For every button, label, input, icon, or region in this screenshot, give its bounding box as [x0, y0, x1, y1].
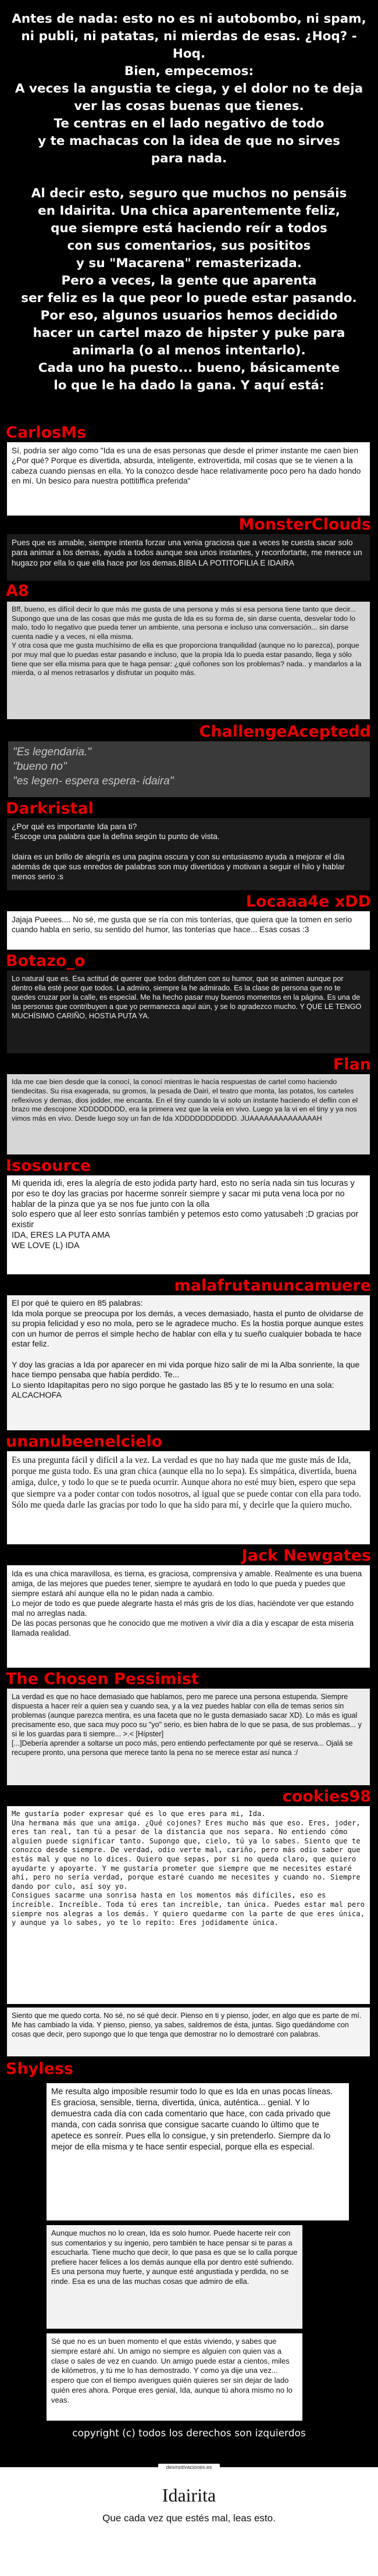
message-text: "Es legendaria." "bueno no" "es legen- espera espera- idaira" — [13, 746, 174, 787]
author-name: Locaaa4e xDD — [245, 893, 371, 911]
author-name: Darkristal — [6, 800, 94, 818]
message-text: Pues que es amable, siempre intenta forzar una venia graciosa que a veces te cuesta sacar solo para animar a los demas, ayuda a todos aunque sea unos instantes, y reconfortarte, me merece un hugazo por ella lo que ella hace por los demas,BIBA LA POTITOFILIA E IDAIRA — [12, 538, 362, 567]
message-text: El por qué te quiero en 85 palabras: Ida mola porque se preocupa por los demás, a veces demasiado, hasta el punto de olvidarse de su propia felicidad y eso no mola, pero se le agradece mucho. Es la hostia porque aunque estes con un humor de perros el simple hecho de hablar con ella y tu sueño cualquier bobada te hace estar feliz. Y doy las gracias a Ida por aparecer en mi vida porque hizo salir de mi la Alba sonriente, la que hace tiempo pensaba que había perdido. Te... Lo siento Idapitapitas pero no sigo porque he gastado las 85 y te lo resumo en una sola: ALCACHOFA — [12, 1299, 363, 1401]
message-text: La verdad es que no hace demasiado que hablamos, pero me parece una persona estupenda. Siempre dispuesta a hacer reír a quien sea y cuando sea, y a la vez puedes hablar con ella de temas serios sin problemas (aunque parezca mentira, es una faceta que no le gusta demasiado sacar XD). Lo más es igual precisamente eso, que saca muy poco su "yo" serio, es bien habra de lo que se pasa, de sus problemas... y si le los guardas para ti siempre... >.< [Hípster] [...]Debería aprender a soltarse un poco más, pero entiendo perfectamente por qué se reserva... Ojalá se recupere pronto, una persona que merece tanto la pena no se merece estar así nunca :/ — [12, 1693, 362, 1757]
author-name: ChallengeAceptedd — [199, 723, 371, 741]
author-name: malafrutanuncamuere — [174, 1277, 371, 1295]
author-name: Shyless — [6, 2060, 73, 2078]
author-name: MonsterClouds — [238, 516, 371, 534]
message-box — [7, 1451, 370, 1544]
message-box — [7, 911, 370, 950]
message-box — [7, 1295, 370, 1430]
message-box — [47, 2083, 349, 2220]
author-name: A8 — [6, 582, 29, 600]
author-name: Isosource — [6, 1157, 91, 1175]
author-name: unanubeenelcielo — [6, 1433, 163, 1451]
message-box — [7, 2007, 370, 2056]
message-text: Bff, bueno, es difícil decir lo que más me gusta de una persona y más si esa persona tiene tanto que decir... Supongo que una de las cosas que más me gusta de Ida es su forma de, sin darse cuenta, desvelar todo lo malo, todo lo negativo que pueda tener un ambiente, una persona e incluso una conversación... sin darse cuenta nadie y a veces, ni ella misma. Y otra cosa que me gusta muchísimo de ella es que proporciona tranquilidad (aunque no lo parezca), porque por muy mal que lo puedas estar pasando e incluso, que la propia Ida lo pueda estar pasando, llega y sólo tiene que ser ella misma para que te haga pensar: ¿qué coñones son los problemas? nada.. y mandarlos a la mierda, o al menos retrasarlos y disfrutar un poquito más. — [12, 605, 362, 677]
footer-subtitle: Que cada vez que estés mal, leas esto. — [102, 2513, 276, 2524]
message-text: Mi querida idi, eres la alegría de esto jodida party hard, esto no sería nada sin tus locuras y por eso te doy las gracias por hacerme sonreír siempre y sacar mi puta vena loca por no hablar de la pinza que ya se nos fue junto con la olla solo espero que al leer esto sonrías también y petemos esto como yatusabeh ;D gracias por existir IDA, ERES LA PUTA AMA WE LOVE (L) IDA — [12, 1179, 359, 1250]
message-text: Jajaja Pueees.... No sé, me gusta que se ría con mis tonterías, que quiera que la tomen en serio cuando habla en serio, su sentido del humor, las tonterías que hace... Esas cosas :3 — [12, 915, 352, 935]
message-box — [7, 1689, 370, 1785]
message-text: Siento que me quedo corta. No sé, no sé qué decir. Pienso en ti y pienso, joder, en algo que es parte de mí. Me has cambiado la vida. Y pienso, pienso, ya sabes, saldremos de ésta, juntas. Sigo quedándome con cosas que decir, pero supongo que lo que tenga que demostrar no lo demostraré con palabras. — [12, 2012, 362, 2038]
copyright-text: copyright (c) todos los derechos son izquierdos — [72, 2428, 306, 2439]
message-text: Ida es una chica maravillosa, es tierna, es graciosa, comprensiva y amable. Realmente es una buena amiga, de las mejores que puedes tener, siempre te ayudará en todo lo que pueda y puedes que siempre estará ahí aunque ella no le pidan nada a cambio. Lo mejor de todo es que puede alegrarte hasta el más gris de los días, haciéndote ver que estando mal no arreglas nada. De las pocas personas que he conocido que me motiven a vivir día a día y escapar de esta miseria llamada realidad. — [12, 1569, 362, 1637]
message-box — [7, 602, 370, 719]
intro-text — [12, 10, 366, 395]
message-text: Ida me cae bien desde que la conocí, la conocí mientras le hacía respuestas de cartel como haciendo tiendecitas. Su risa exagerada, su gromos, la pesada de Dairi, el teatro que monta, las potatos, los carteles reflexivos y demas, dios jodder, me encanta. En el tiny cuando la vi solo un instante haciendo el deflin con el brazo me descojone XDDDDDDDD, era la primera vez que la veía en vivo. Luego ya la vi en el tiny y ya nos vimos más en vivo. Desde luego soy un fan de Ida XDDDDDDDDDDD. JUAAAAAAAAAAAAAAH — [12, 1078, 358, 1123]
message-box — [7, 442, 370, 516]
author-name: The Chosen Pessimist — [6, 1670, 199, 1688]
author-name: Flan — [333, 1056, 371, 1074]
message-box — [7, 1175, 370, 1274]
message-box — [8, 741, 370, 797]
message-text: Me resulta algo imposible resumir todo lo que es Ida en unas pocas líneas. Es graciosa, sensible, tierna, divertida, única, auténtica... genial. Y lo demuestra cada día con cada comentario que hace, con cada privado que manda, con cada sonrisa que consigue sacarte cuando lo último que te apetece es sonreír. Pues ella lo consigue, y sin pretenderlo. Siempre da lo mejor de ella misma y te hace sentir especial, porque ella es especial. — [51, 2087, 333, 2152]
message-text: Me gustaría poder expresar qué es lo que eres para mi, Ida. Una hermana más que una amiga. ¿Qué cojones? Eres mucho más que eso. Eres, joder, eres tan real, tan tú a pesar de la distancia que nos separa. No entiendo cómo alguien puede significar tanto. Supongo que, cielo, tú ya lo sabes. Siento que te conozco desde siempre. De verdad, odio verte mal, cariño, pero más odio saber que estás mal y que no lo dices. Quiero que sepas, por si no queda claro, que quiero ayudarte y apoyarte. Y me gustaría prometer que siempre que me necesites estaré ahí, pero no sería verdad, porque estaré cuando me necesites y cuando no. Siempre dando por culo, así soy yo. Consigues sacarme una sonrisa hasta en los momentos más difíciles, eso es increíble. Increíble. Toda tú eres tan increíble, tan única. Puedes estar mal pero siempre nos alegras a los demás. Y quiero quedarme con la parte de que eres única, y aunque ya lo sabes, yo te lo repito: Eres jodidamente única. — [12, 1810, 365, 1927]
footer-title: Idairita — [162, 2485, 216, 2506]
message-box — [47, 2225, 302, 2329]
message-text: Sé que no es un buen momento el que estás viviendo, y sabes que siempre estaré ahí. Un amigo no siempre es alguien con quien vas a clase o sales de vez en cuando. Un amigo puede estar a cientos, miles de kilómetros, y tú me lo has demostrado. Y como ya dije una vez... espero que con el tiempo averigues quién quieres ser sin dejar de lado quién eres ahora. Porque eres genial, Ida, aunque tú ahora mismo no lo veas. — [51, 2337, 293, 2404]
author-name: Jack Newgates — [241, 1547, 371, 1565]
author-name: Botazo_o — [6, 952, 85, 970]
message-text: Sí, podría ser algo como "Ida es una de esas personas que desde el primer instante me caen bien ¿Por qué? Porque es divertida, absurda, inteligente, extrovertida, mil cosas que se te vienen a la cabeza cuando piensas en ella. Yo la conozco desde hace relativamente poco pero ha dado hondo en mí. Un besico para nuestra pottitiffica preferida" — [12, 446, 361, 485]
message-box — [7, 971, 370, 1053]
message-text: Aunque muchos no lo crean, Ida es solo humor. Puede hacerte reír con sus comentarios y su ingenio, pero también te hace pensar si te paras a escucharla. Tiene mucho que decir, lo que pasa es que se lo calla porque prefiere hacer felices a los demás aunque ella por dentro esté sufriendo. Es una persona muy fuerte, y aunque esté angustiada y perdida, no se rinde. Esa es una de las muchas cosas que admiro de ella. — [51, 2229, 298, 2286]
intro-paragraph-1: Antes de nada: esto no es ni autobombo, ni spam, ni publi, ni patatas, ni mierdas de esas. ¿Hoq? -Hoq. Bien, empecemos: A veces la angustia te ciega, y el dolor no te deja ver las cosas buenas que tienes. Te centras en el lado negativo de todo y te machacas con la idea de que no sirves para nada. — [12, 12, 366, 166]
message-box — [7, 1565, 370, 1668]
message-text: Lo natural que es. Esa actitud de querer que todos disfruten con su humor, que se animen aunque por dentro ella esté peor que todos. La admiro, siempre la he admirado. Es la clase de persona que no te quedes cruzar por la calle, es especial. Me ha hecho pasar muy buenos momentos en la página. Es una de las personas que contribuyen a que yo permanezca aquí aún, y se lo agradezco mucho. Y QUE LE TENGO MUCHÍSIMO CARIÑO, HOSTIA PUTA YA. — [12, 975, 362, 1020]
message-box — [47, 2333, 302, 2421]
author-name: CarlosMs — [6, 424, 87, 442]
site-watermark[interactable]: desmotivaciones.es — [158, 2464, 220, 2471]
message-box — [7, 1074, 370, 1154]
intro-paragraph-2: Al decir esto, seguro que muchos no pensáis en Idairita. Una chica aparentemente feliz, que siempre está haciendo reír a todos con sus comentarios, sus posititos y su "Macarena" remasterizada. Pero a veces, la gente que aparenta ser feliz es la que peor lo puede estar pasando. Por eso, algunos usuarios hemos decidido hacer un cartel mazo de hipster y puke para animarla (o al menos intentarlo). Cada uno ha puesto... bueno, básicamente lo que le ha dado la gana. Y aquí está: — [21, 186, 357, 393]
message-text: ¿Por qué es importante Ida para ti? -Escoge una palabra que la defina según tu punto de vista. Idaira es un brillo de alegría es una pagina oscura y con su entusiasmo ayuda a mejorar el día además de que sus enredos de palabras son muy divertidos y motivan a seguir el hilo y hablar menos serio :s — [12, 822, 345, 882]
message-box — [7, 1806, 370, 2004]
message-box — [7, 534, 370, 581]
message-box — [7, 818, 370, 890]
message-text: Es una pregunta fácil y difícil a la vez. La verdad es que no hay nada que me guste más de Ida, porque me gusta todo. Es una gran chica (aunque ella no lo sepa). Es simpática, divertida, buena amiga, dulce, y todo lo que se te pueda ocurrir. Aunque ahora no esté muy bien, espero que sepa que siempre va a poder contar con todos nosotros, al igual que se puede contar con ella para todo. Sólo me queda darle las gracias por todo lo que ha sido para mí, y decirle que la quiero mucho. — [12, 1455, 361, 1510]
author-name: cookies98 — [282, 1788, 371, 1806]
